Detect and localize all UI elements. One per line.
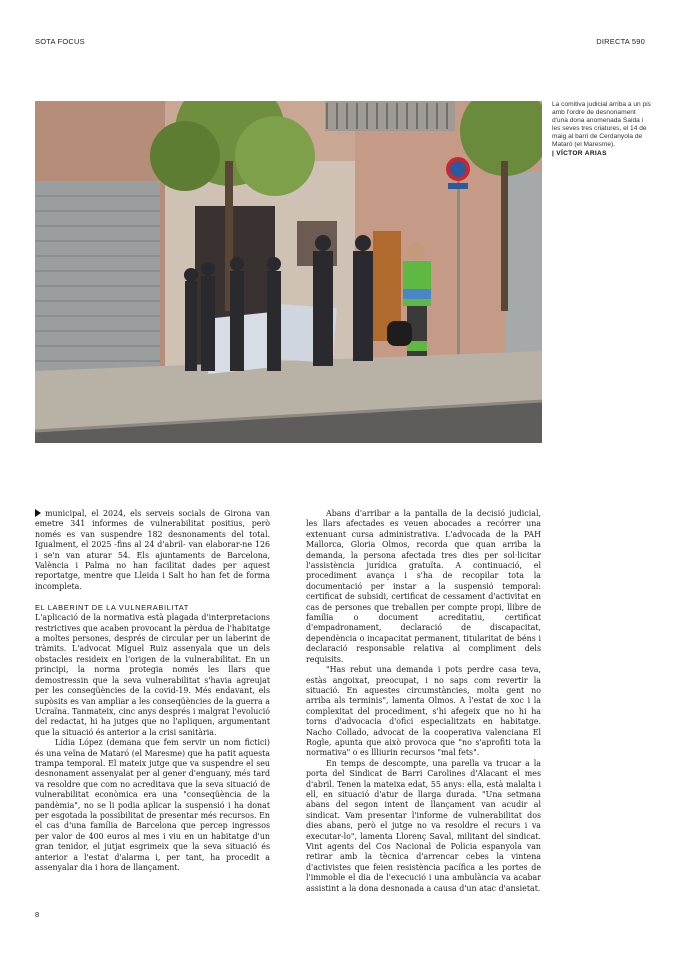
- section-subhead: EL LABERINT DE LA VULNERABILITAT: [35, 603, 189, 613]
- section-label: SOTA FOCUS: [35, 37, 85, 46]
- left-paragraph-2: L'aplicació de la normativa està plagada d'interpretacions restrictives que acaben provocant la pèrdua de l'habitatge a moltes persones, després de circular per un laberint de tràmits. L'advocat Miguel Ruiz assenyala que un dels obstacles resideix en l'origen de la vulnerabilitat. En un principi, la norma protegia només les llars que demostressin que la seva vulnerabilitat s'havia agreujat per les conseqüències de la covid-19. Més endavant, els supòsits es van ampliar a les conseqüències de la guerra a Ucraïna. Tanmateix, cinc anys després i malgrat l'evolució del redactat, hi ha jutges que no l'apliquen, argumentant que la situació és anterior a la crisi sanitària.: [35, 613, 270, 737]
- issue-label: DIRECTA 590: [596, 37, 645, 46]
- photo-credit: | VÍCTOR ARIAS: [552, 149, 607, 157]
- continuation-arrow-icon: [35, 509, 41, 517]
- photo-caption: [552, 101, 652, 158]
- right-paragraph-2: "Has rebut una demanda i pots perdre casa teva, estàs angoixat, preocupat, i no saps com revertir la situació. En aquestes circumstàncies, molta gent no arriba als terminis", lamenta Olmos. A l'estat de xoc i la complexitat del procediment, s'hi afegeix que no hi ha torns d'advocacia d'ofici especialitzats en habitatge. Nacho Collado, advocat de la cooperativa valenciana El Rogle, apunta que això provoca que "no s'aprofiti tota la normativa" o es llliurin recursos "mal fets".: [306, 665, 541, 758]
- right-column: [306, 509, 541, 894]
- left-paragraph-3: Lídia López (demana que fem servir un nom fictici) és una veïna de Mataró (el Maresme) que ha patit aquesta trampa temporal. El mateix jutge que va suspendre el seu desnonament assenyalat per al gener d'enguany, més tard va resoldre que com no acreditava que la seva situació de vulnerabilitat econòmica era una "conseqüència de la pandèmia", no se li podia aplicar la suspensió i ha donat per esgotada la possibilitat de presentar més recursos. En el cas d'una família de Barcelona que percep ingressos per valor de 400 euros al mes i viu en un habitatge d'un gran tenidor, el jutjat esgrimeix que la seva situació és anterior a l'estat d'alarma i, per tant, ha procedit a assenyalar dia i hora de llançament.: [35, 738, 270, 872]
- right-paragraph-3: En temps de descompte, una parella va trucar a la porta del Sindicat de Barri Carolines d'Alacant el mes d'abril. Tenen la mateixa edat, 55 anys: ella, està malalta i ell, en situació d'atur de llarga durada. "Una setmana abans del segon intent de llançament van acudir al sindicat. Vam presentar l'informe de vulnerabilitat dos dies abans, però el jutge no va resoldre el recurs i va executar-lo", lamenta Llorenç Saval, militant del sindicat. Vint agents del Cos Nacional de Policia espanyola van retirar amb la tècnica d'arrencar cebes la vintena d'activistes que feien resistència pacífica a les portes de l'immoble el dia de l'execució i una ambulància va acabar assistint a la dona desnonada a causa d'un atac d'ansietat.: [306, 758, 541, 893]
- left-paragraph-1: municipal, el 2024, els serveis socials de Girona van emetre 341 informes de vulnerabilitat positius, però només es van suspendre 182 desnonaments del total. Igualment, el 2025 -fins al 24 d'abril- van elaborar-ne 126 i se'n van aturar 54. Els ajuntaments de Barcelona, València i Palma no han facilitat dades per aquest reportatge, mentre que Lleida i Salt ho han fet de forma incompleta.: [35, 509, 270, 591]
- page-number: 8: [35, 910, 40, 919]
- eviction-photo: [35, 101, 542, 443]
- street-scene-illustration: [35, 101, 542, 443]
- left-column: [35, 509, 270, 873]
- right-paragraph-1: Abans d'arribar a la pantalla de la decisió judicial, les llars afectades es veuen abocades a recórrer una extenuant cursa administrativa. L'advocada de la PAH Mallorca, Gloria Olmos, recorda que quan arriba la demanda, la persona afectada tres dies per sol·licitar l'assistència jurídica gratuïta. A continuació, el procediment avança i s'ha de recopilar tota la documentació per instar a la suspensió temporal: certificat de subsidi, certificat de cessament d'activitat en cas de persones que treballen per compte propi, llibre de família o document acreditatiu, certificat d'empadronament, declaració de discapacitat, dependència o incapacitat permanent, titularitat de béns i declaració responsable relativa al compliment dels requisits.: [306, 509, 541, 664]
- caption-text: La comitiva judicial arriba a un pis amb l'ordre de desnonament d'una dona anomenada Saida i les seves tres criatures, el 14 de maig al barri de Cerdanyola de Mataró (el Maresme).: [552, 101, 651, 149]
